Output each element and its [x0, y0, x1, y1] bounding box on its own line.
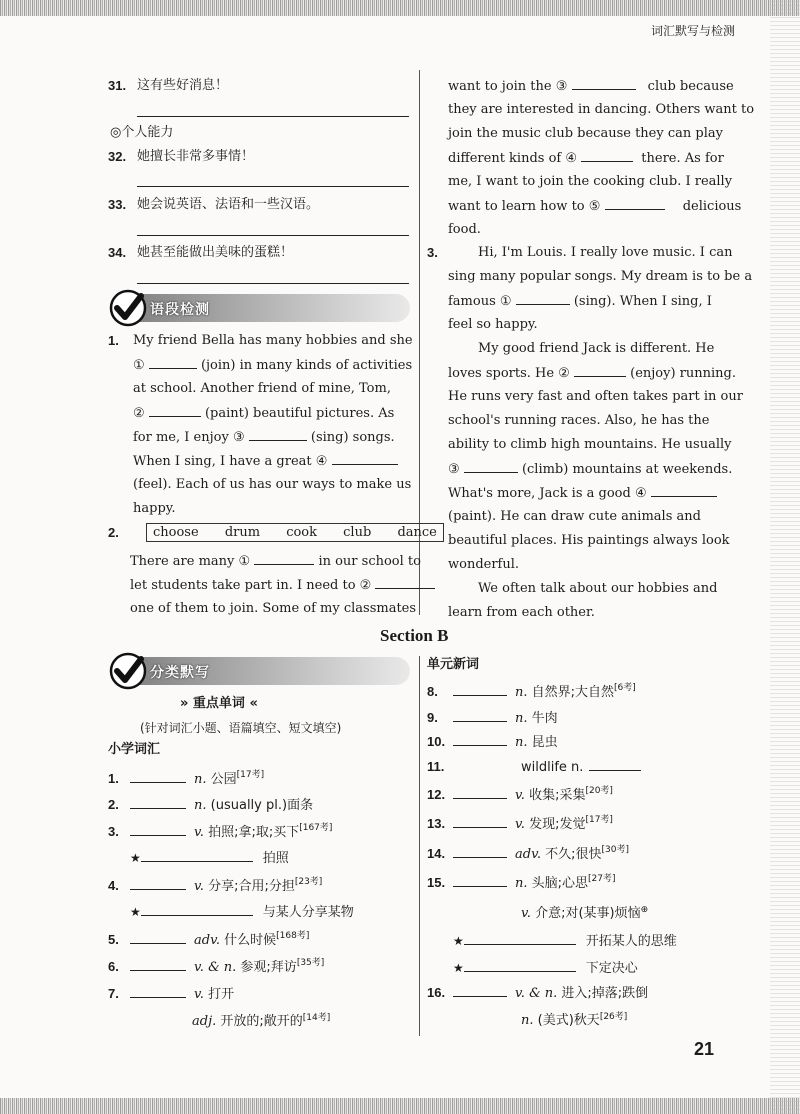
vocab-item [108, 796, 313, 815]
exam-count-tag: [20考] [585, 786, 613, 796]
blank-p2-4[interactable] [581, 149, 633, 162]
passage3-text: (enjoy) running. [630, 366, 736, 381]
vocab-number: 10. [427, 734, 446, 749]
star-icon: ★ [453, 961, 464, 975]
vocab-number: 8. [427, 684, 438, 699]
section-b-heading: Section B [380, 626, 449, 645]
passage3-text: (sing). When I sing, I [573, 294, 712, 309]
vocab-item [108, 877, 322, 896]
q31-answer-line[interactable] [137, 116, 409, 117]
key-words-heading: » 重点单词 « [180, 696, 258, 711]
vocab-item [427, 932, 677, 951]
part-of-speech: n. [515, 711, 528, 726]
passage3-text: (climb) mountains at weekends. [521, 462, 733, 477]
vocab-meaning: 下定决心 [585, 961, 638, 976]
vocab-number: 15. [427, 875, 446, 890]
exam-count-tag: [17考] [585, 815, 613, 825]
blank-p2-3[interactable] [572, 77, 636, 90]
vocab-blank[interactable] [464, 959, 576, 972]
passage3-text: What's more, Jack is a good ④ [448, 486, 647, 501]
vocab-item [427, 845, 629, 864]
vocab-meaning: 自然界;大自然 [531, 685, 615, 700]
q32-answer-line[interactable] [137, 186, 409, 187]
vocab-item [108, 849, 289, 868]
vocab-meaning: wildlife n. [521, 760, 584, 775]
exam-count-tag: [167考] [299, 823, 333, 833]
vocab-item [427, 984, 648, 1003]
vocab-item [427, 1012, 627, 1030]
word-bank-item: choose [153, 525, 199, 540]
passage1-line-text: When I sing, I have a great ④ [133, 454, 328, 469]
vocab-blank[interactable] [130, 931, 186, 944]
key-words-subheading: (针对词汇小题、语篇填空、短文填空) [140, 721, 342, 735]
word-bank-item: cook [286, 525, 318, 540]
vocab-meaning: 昆虫 [531, 735, 558, 750]
column-divider-bottom [419, 656, 420, 1036]
vocab-meaning: 头脑;心思 [531, 876, 589, 891]
part-of-speech: n. [515, 876, 528, 891]
vocab-item [427, 905, 648, 923]
vocab-meaning: 发现;发觉 [529, 817, 586, 832]
star-icon: ★ [130, 905, 141, 919]
q31-text: 这有些好消息！ [137, 78, 229, 93]
q32-text: 她擅长非常多事情！ [137, 149, 255, 164]
vocab-number: 2. [108, 797, 119, 812]
passage2-text: there. As for [641, 151, 724, 166]
exam-count-tag: [17考] [236, 770, 265, 780]
exam-count-tag: [26考] [599, 1012, 628, 1022]
passage2-line [130, 576, 435, 595]
passage2-line: they are interested in dancing. Others want to [448, 102, 755, 117]
passage2-text: let students take part in. I need to ② [130, 578, 372, 593]
vocab-meaning: 进入;掉落;跌倒 [561, 986, 649, 1001]
passage2-text: want to learn how to ⑤ [448, 199, 601, 214]
vocab-blank[interactable] [453, 709, 507, 722]
passage3-line: My good friend Jack is different. He [478, 341, 715, 356]
part-of-speech: n. [515, 685, 528, 700]
passage3-line: Hi, I'm Louis. I really love music. I can [478, 245, 733, 260]
vocab-meaning: (美式)秋天 [537, 1013, 600, 1028]
vocab-blank[interactable] [453, 845, 507, 858]
vocab-item [427, 815, 613, 834]
vocab-item [427, 683, 636, 702]
vocab-number: 12. [427, 787, 446, 802]
passage1-line: happy. [133, 501, 176, 516]
blank-1[interactable] [149, 356, 197, 369]
passage3-line: wonderful. [448, 557, 520, 572]
q34-text: 她甚至能做出美味的蛋糕！ [137, 245, 294, 260]
vocab-blank[interactable] [130, 823, 186, 836]
vocab-blank[interactable] [453, 733, 507, 746]
passage2-line: food. [448, 222, 481, 237]
banner-title: 语段检测 [150, 302, 210, 318]
part-of-speech: v. & n. [194, 960, 237, 975]
passage2-text: There are many ① [130, 554, 251, 569]
top-scan-band [0, 0, 800, 16]
passage3-line: feel so happy. [448, 317, 538, 332]
vocab-blank[interactable] [130, 985, 186, 998]
passage3-line [448, 364, 736, 383]
passage1-line: (feel). Each of us has our ways to make us [133, 477, 412, 492]
passage3-text: ③ [448, 462, 460, 477]
checkmark-icon [108, 288, 148, 328]
vocab-item [427, 709, 558, 728]
passage2-text: in our school to [318, 554, 421, 569]
passage2-line: me, I want to join the cooking club. I really [448, 174, 733, 189]
passage2-line [448, 197, 741, 216]
passage1-number: 1. [108, 333, 119, 348]
passage2-text: delicious [682, 199, 742, 214]
vocab-number: 3. [108, 824, 119, 839]
vocab-blank[interactable] [130, 770, 186, 783]
bottom-scan-band [0, 1098, 800, 1114]
q32-number: 32. [108, 149, 127, 164]
passage1-line-text: (sing) songs. [310, 430, 395, 445]
part-of-speech: n. [194, 798, 207, 813]
vocab-meaning: 不久;很快 [545, 847, 602, 862]
vocab-blank[interactable] [130, 958, 186, 971]
passage1-line-text: (join) in many kinds of activities [200, 358, 413, 373]
passage3-line: He runs very fast and often takes part in our [448, 389, 743, 404]
blank-p3-4[interactable] [651, 484, 717, 497]
blank-p3-2[interactable] [574, 364, 626, 377]
star-icon: ★ [130, 851, 141, 865]
vocab-item [108, 1013, 330, 1031]
vocab-number: 1. [108, 771, 119, 786]
passage3-line [448, 460, 732, 479]
part-of-speech: v. [194, 987, 204, 1002]
passage2-text: club because [647, 79, 734, 94]
unit-new-words-label: 单元新词 [427, 657, 480, 672]
exam-count-tag: [168考] [276, 931, 310, 941]
passage1-line [133, 404, 394, 423]
word-bank-item: drum [224, 525, 261, 540]
vocab-number: 13. [427, 816, 446, 831]
part-of-speech: v. [515, 788, 525, 803]
passage3-line: We often talk about our hobbies and [478, 581, 718, 596]
vocab-blank[interactable] [130, 796, 186, 809]
primary-vocab-label: 小学词汇 [108, 742, 161, 757]
passage3-line: learn from each other. [448, 605, 595, 620]
vocab-meaning: 参观;拜访 [240, 960, 297, 975]
vocab-number: 14. [427, 846, 446, 861]
part-of-speech: adv. [194, 933, 221, 948]
passage3-line [448, 292, 712, 311]
running-title: 词汇默写与检测 [651, 24, 736, 38]
category-dictation-banner [112, 657, 410, 685]
passage1-line: My friend Bella has many hobbies and she [133, 333, 413, 348]
q34-number: 34. [108, 245, 127, 260]
part-of-speech: n. [194, 772, 207, 787]
vocab-item [108, 931, 309, 950]
blank-p3-1[interactable] [516, 292, 570, 305]
q34-answer-line[interactable] [137, 283, 409, 284]
passage1-line [133, 428, 395, 447]
passage3-line [448, 484, 717, 503]
vocab-blank[interactable] [141, 903, 253, 916]
part-of-speech: v. [515, 817, 525, 832]
vocab-number: 4. [108, 878, 119, 893]
vocab-meaning: (usually pl.)面条 [210, 798, 314, 813]
passage1-line: at school. Another friend of mine, Tom, [133, 381, 391, 396]
vocab-blank[interactable] [453, 984, 507, 997]
vocab-meaning: 收集;采集 [529, 788, 586, 803]
vocab-meaning: 开放的;敞开的 [220, 1014, 303, 1029]
vocab-meaning: 什么时候 [224, 933, 277, 948]
passage1-line [133, 356, 412, 375]
vocab-meaning: 打开 [208, 987, 235, 1002]
checkmark-icon [108, 651, 148, 691]
passage-check-banner [112, 294, 410, 322]
blank-p2-1[interactable] [254, 552, 314, 565]
banner-title: 分类默写 [150, 665, 210, 681]
star-icon: ★ [453, 934, 464, 948]
vocab-item [108, 903, 354, 922]
passage3-number: 3. [427, 245, 438, 260]
vocab-item [427, 786, 613, 805]
part-of-speech: n. [521, 1013, 534, 1028]
passage3-line: ability to climb high mountains. He usually [448, 437, 732, 452]
exam-count-tag: [6考] [614, 683, 636, 693]
passage3-line: school's running races. Also, he has the [448, 413, 710, 428]
part-of-speech: adv. [515, 847, 542, 862]
passage2-text: different kinds of ④ [448, 151, 578, 166]
exam-count-tag: [23考] [294, 877, 323, 887]
vocab-item [427, 874, 616, 893]
passage3-text: loves sports. He ② [448, 366, 570, 381]
vocab-item [108, 823, 332, 842]
vocab-meaning: 开拓某人的思维 [585, 934, 677, 949]
vocab-meaning: 拍照;拿;取;买下 [208, 825, 300, 840]
vocab-blank[interactable] [130, 877, 186, 890]
exam-count-tag: [35考] [296, 958, 325, 968]
passage2-line: join the music club because they can play [448, 126, 723, 141]
vocab-blank[interactable] [453, 815, 507, 828]
passage3-line: (paint). He can draw cute animals and [448, 509, 701, 524]
marker-1: ① [133, 358, 145, 373]
vocab-number: 7. [108, 986, 119, 1001]
blank-2[interactable] [149, 404, 201, 417]
right-scan-band [770, 0, 800, 1114]
exam-count-tag: [14考] [302, 1013, 331, 1023]
word-bank-item: dance [397, 525, 437, 540]
vocab-meaning: 分享;合用;分担 [208, 879, 295, 894]
part-of-speech: n. [515, 735, 528, 750]
vocab-number: 11. [427, 759, 445, 774]
vocab-item [427, 959, 638, 978]
exam-count-tag: [30考] [601, 845, 630, 855]
vocab-blank[interactable] [141, 849, 253, 862]
q33-text: 她会说英语、法语和一些汉语。 [137, 197, 320, 212]
vocab-number: 5. [108, 932, 119, 947]
vocab-item [108, 985, 234, 1004]
vocab-number: 6. [108, 959, 119, 974]
vocab-item [108, 770, 264, 789]
passage3-text: famous ① [448, 294, 512, 309]
vocab-blank[interactable] [464, 932, 576, 945]
passage2-line [448, 77, 734, 96]
vocab-meaning: 介意;对(某事)烦恼 [535, 906, 641, 921]
vocab-item [427, 758, 641, 777]
passage1-line [133, 452, 398, 471]
vocab-blank[interactable] [589, 758, 641, 771]
ability-label: ◎个人能力 [110, 125, 174, 140]
vocab-blank[interactable] [453, 683, 507, 696]
word-bank-item: club [343, 525, 372, 540]
vocab-meaning: 牛肉 [531, 711, 558, 726]
page-number: 21 [694, 1039, 715, 1059]
part-of-speech: v. [194, 879, 204, 894]
vocab-number: 16. [427, 985, 446, 1000]
part-of-speech: v. [194, 825, 204, 840]
blank-4[interactable] [332, 452, 398, 465]
part-of-speech: adj. [192, 1014, 217, 1029]
vocab-item [427, 733, 558, 752]
passage2-line [130, 552, 421, 571]
blank-p2-5[interactable] [605, 197, 665, 210]
passage3-line: sing many popular songs. My dream is to be a [448, 269, 753, 284]
passage2-line: one of them to join. Some of my classmates [130, 601, 417, 616]
q31-number: 31. [108, 78, 127, 93]
blank-3[interactable] [249, 428, 307, 441]
passage2-line [448, 149, 724, 168]
blank-p2-2[interactable] [375, 576, 435, 589]
vocab-blank[interactable] [453, 786, 507, 799]
q33-number: 33. [108, 197, 127, 212]
word-bank [146, 523, 444, 542]
vocab-blank[interactable] [453, 874, 507, 887]
passage1-line-text: for me, I enjoy ③ [133, 430, 245, 445]
passage1-line-text: (paint) beautiful pictures. As [204, 406, 395, 421]
passage2-number: 2. [108, 525, 119, 540]
passage3-line: beautiful places. His paintings always look [448, 533, 730, 548]
vocab-item [108, 958, 324, 977]
exam-count-tag: [27考] [588, 874, 616, 884]
vocab-meaning: 拍照 [262, 851, 289, 866]
vocab-number: 9. [427, 710, 438, 725]
part-of-speech: v. & n. [515, 986, 558, 1001]
exam-count-tag: ⊕ [640, 905, 649, 915]
vocab-meaning: 公园 [210, 772, 237, 787]
part-of-speech: v. [521, 906, 531, 921]
vocab-meaning: 与某人分享某物 [262, 905, 354, 920]
blank-p3-3[interactable] [464, 460, 518, 473]
marker-2: ② [133, 406, 145, 421]
q33-answer-line[interactable] [137, 235, 409, 236]
passage2-text: want to join the ③ [448, 79, 568, 94]
